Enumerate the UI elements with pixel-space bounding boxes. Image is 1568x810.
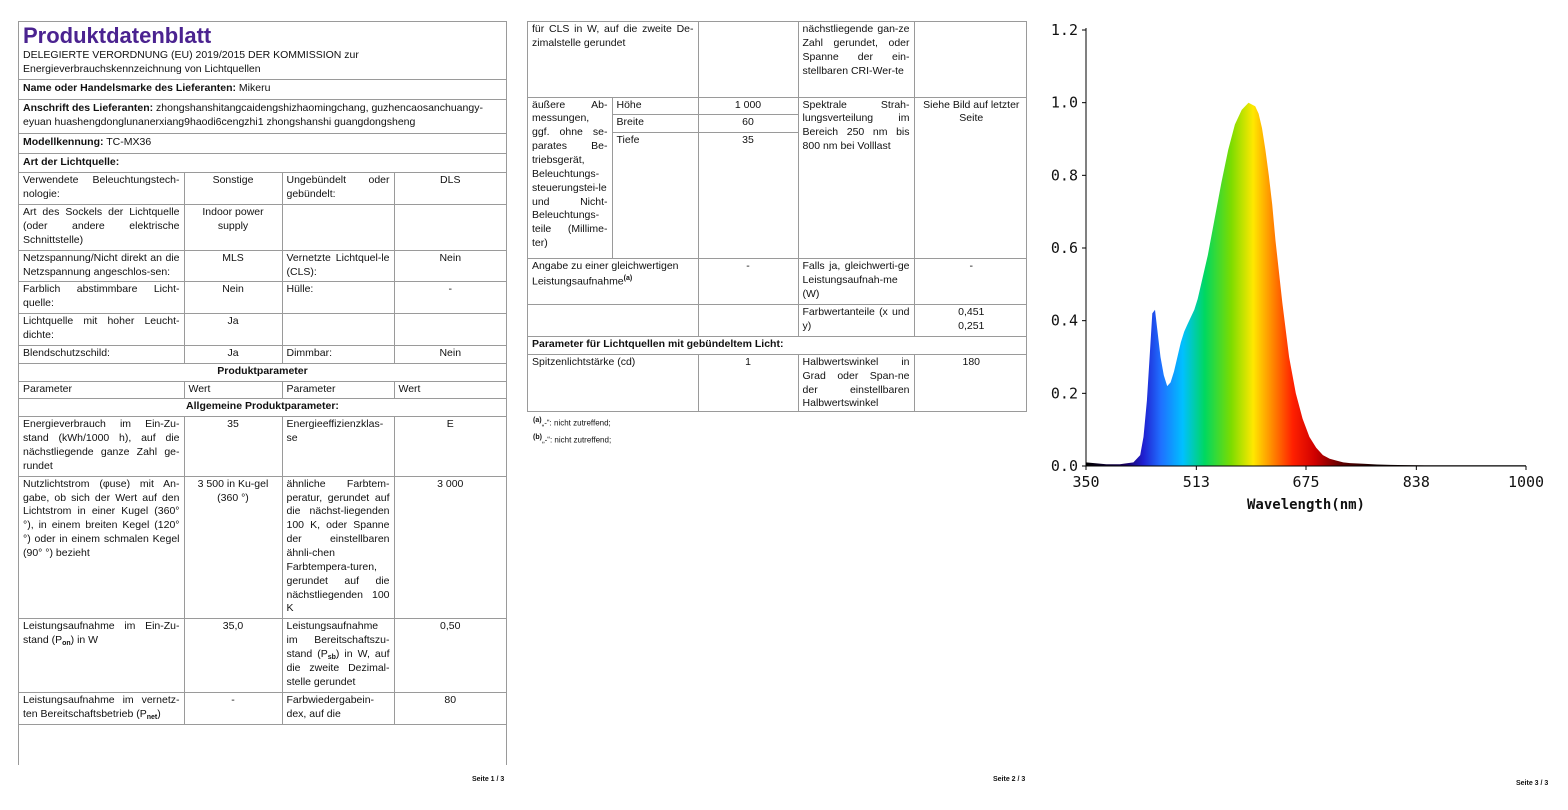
cell-dimmable-value: Nein (394, 345, 506, 363)
address-value: zhongshanshitangcaidengshizhaomingchang, guzhencaosanchuangy-eyuan huashengdonglunanerxiang9haodi6cengzhi1 zhongshanshi guangdongsheng (23, 101, 483, 128)
table-row (19, 250, 506, 282)
y-tick-label: 1.2 (1050, 21, 1078, 39)
pon-text: Leistungsaufnahme im Ein-Zu-stand (P (23, 620, 180, 647)
cell-cri-label-cont: nächstliegende gan-ze Zahl gerundet, oder Spanne der ein-stellbaren CRI-Wer-te (798, 22, 914, 97)
table-row (19, 282, 506, 314)
cell-cap-label: Art des Sockels der Lichtquelle (oder andere elektrische Schnittstelle) (19, 205, 184, 251)
cell-directional-value: DLS (394, 173, 506, 204)
cell-beam-value: 180 (914, 354, 1027, 412)
cell-peak-label: Spitzenlichtstärke (cd) (528, 354, 698, 412)
pon-tail: ) in W (70, 634, 99, 647)
psb-text: Leistungsaufnahme im Bereitschaftszu-stand (P (286, 620, 390, 661)
cell-energy-value: 35 (184, 417, 282, 476)
cell-empty (282, 314, 394, 346)
table-row (19, 619, 506, 693)
datasheet-table-page-1 (18, 21, 507, 765)
cell-envelope-label: Hülle: (282, 282, 394, 314)
column-header-row (19, 381, 506, 399)
cell-empty (282, 205, 394, 251)
equiv-sup: (a) (623, 275, 633, 283)
product-params-heading: Produktparameter (19, 363, 506, 381)
spectrum-area (1086, 103, 1526, 466)
equiv-text: Angabe zu einer gleichwertigen Leistungsaufnahme (532, 260, 679, 288)
pon-sub: on (62, 640, 71, 648)
footnote-a-mark: (a) (533, 417, 542, 424)
cell-technology-label: Verwendete Beleuchtungstech-nologie: (19, 173, 184, 204)
section-row (528, 336, 1027, 354)
x-tick-label: 675 (1292, 473, 1320, 491)
cell-cap-value: Indoor power supply (184, 205, 282, 251)
y-tick-label: 0.0 (1050, 457, 1078, 475)
cell-height-value: 1 000 (698, 97, 798, 115)
section-row (19, 399, 506, 417)
cell-hl-value: Ja (184, 314, 282, 346)
section-row (19, 363, 506, 381)
cell-chroma-value (914, 305, 1027, 337)
y-tick-label: 0.4 (1050, 311, 1078, 330)
cell-empty (394, 314, 506, 346)
cell-tunable-label: Farblich abstimmbare Licht-quelle: (19, 282, 184, 314)
x-tick-label: 513 (1182, 473, 1210, 491)
general-params-heading: Allgemeine Produktparameter: (19, 399, 506, 417)
table-row (19, 476, 506, 619)
cell-height-label: Höhe (612, 97, 698, 115)
light-source-table (19, 173, 506, 725)
cell-cls-label: Vernetzte Lichtquel-le (CLS): (282, 250, 394, 282)
supplier-row (19, 80, 506, 100)
page-3 (1040, 0, 1568, 810)
dimensions-table (528, 22, 1027, 412)
cell-empty (394, 205, 506, 251)
cell-width-value: 60 (698, 115, 798, 133)
cell-pon-value: 35,0 (184, 619, 282, 693)
cell-antiglare-value: Ja (184, 345, 282, 363)
address-row (19, 100, 506, 134)
directional-heading: Parameter für Lichtquellen mit gebündeltem Licht: (528, 336, 1027, 354)
col-header-value: Wert (184, 381, 282, 399)
x-axis-label: Wavelength(nm) (1246, 497, 1366, 513)
page-title: Produktdatenblatt (23, 23, 212, 48)
table-row (528, 259, 1027, 305)
table-row (528, 305, 1027, 337)
cell-peak-value: 1 (698, 354, 798, 412)
cell-energy-label: Energieverbrauch im Ein-Zu-stand (kWh/1000 h), auf die nächstliegende ganze Zahl ge-rundet (19, 417, 184, 476)
cell-pnet-value: - (184, 693, 282, 725)
regulation-text: DELEGIERTE VERORDNUNG (EU) 2019/2015 DER KOMMISSION zur Energieverbrauchskennzeichnung von Lichtquellen (23, 49, 359, 76)
col-header-parameter: Parameter (19, 381, 184, 399)
cell-ifyes-value: - (914, 259, 1027, 305)
cell-empty (698, 22, 798, 97)
col-header-value: Wert (394, 381, 506, 399)
cell-envelope-value: - (394, 282, 506, 314)
table-row (19, 345, 506, 363)
title-block (19, 22, 506, 80)
cell-equiv-label (528, 259, 698, 305)
spectrum-chart (1040, 0, 1568, 540)
address-label: Anschrift des Lieferanten: (23, 101, 154, 114)
cell-dimensions-label: äußere Ab-messungen, ggf. ohne se-parates Be-triebsgerät, Beleuchtungs-steuerungstei-le und Nicht-Beleuchtungs-teile (Millime-ter) (528, 97, 612, 259)
table-row (528, 22, 1027, 97)
cell-cls-standby-label: für CLS in W, auf die zweite De-zimalstelle gerundet (528, 22, 698, 97)
cell-class-label: Energieeffizienzklas-se (282, 417, 394, 476)
pnet-text: Leistungsaufnahme im vernetz-ten Bereitschaftsbetrieb (P (23, 694, 180, 720)
page-number: Seite 2 / 3 (993, 775, 1026, 783)
cell-hl-label: Lichtquelle mit hoher Leucht-dichte: (19, 314, 184, 346)
cell-psb-label (282, 619, 394, 693)
footnote-a (533, 414, 611, 431)
cell-width-label: Breite (612, 115, 698, 133)
footnote-b-text: „-“: nicht zutreffend; (541, 435, 612, 445)
footnote-a-text: „-“: nicht zutreffend; (541, 418, 611, 428)
cell-flux-value: 3 500 in Ku-gel (360 °) (184, 476, 282, 619)
psb-tail: ) in W, auf die zweite Dezimal-stelle gerundet (286, 648, 390, 689)
cell-equiv-value: - (698, 259, 798, 305)
x-tick-label: 838 (1402, 473, 1430, 491)
table-row (19, 693, 506, 725)
table-row (528, 97, 1027, 115)
x-tick-label: 350 (1072, 473, 1100, 491)
y-tick-label: 1.0 (1050, 93, 1078, 112)
table-row (19, 417, 506, 476)
cell-pnet-label (19, 693, 184, 725)
model-row (19, 134, 506, 154)
cell-antiglare-label: Blendschutzschild: (19, 345, 184, 363)
cell-mains-value: MLS (184, 250, 282, 282)
cell-class-value: E (394, 417, 506, 476)
cell-cls-value: Nein (394, 250, 506, 282)
cell-chroma-label: Farbwertanteile (x und y) (798, 305, 914, 337)
cell-depth-value: 35 (698, 133, 798, 259)
cell-mains-label: Netzspannung/Nicht direkt an die Netzspannung angeschlos-sen: (19, 250, 184, 282)
pnet-sub: net (146, 713, 158, 721)
page-number: Seite 3 / 3 (1516, 779, 1549, 787)
cell-ifyes-label: Falls ja, gleichwerti-ge Leistungsaufnah-me (W) (798, 259, 914, 305)
cell-cri-label: Farbwiedergabein-dex, auf die (282, 693, 394, 725)
cell-empty (698, 305, 798, 337)
table-row (19, 205, 506, 251)
y-tick-label: 0.8 (1050, 166, 1078, 185)
page-1 (0, 0, 525, 810)
psb-sub: sb (327, 654, 336, 662)
supplier-label: Name oder Handelsmarke des Lieferanten: (23, 82, 236, 95)
cell-beam-label: Halbwertswinkel in Grad oder Span-ne der einstellbaren Halbwertswinkel (798, 354, 914, 412)
chroma-y: 0,251 (958, 320, 985, 333)
cell-dimmable-label: Dimmbar: (282, 345, 394, 363)
cell-empty (914, 22, 1027, 97)
supplier-value: Mikeru (238, 82, 271, 95)
model-value: TC-MX36 (106, 135, 152, 148)
page-2 (525, 0, 1040, 810)
cell-spectral-value: Siehe Bild auf letzter Seite (914, 97, 1027, 259)
chroma-x: 0,451 (958, 306, 985, 319)
table-row (528, 354, 1027, 412)
cell-tunable-value: Nein (184, 282, 282, 314)
col-header-parameter: Parameter (282, 381, 394, 399)
plot-area (1051, 21, 1544, 513)
cell-pon-label (19, 619, 184, 693)
cell-spectral-label: Spektrale Strah-lungsverteilung im Bereich 250 nm bis 800 nm bei Volllast (798, 97, 914, 259)
table-row (19, 314, 506, 346)
footnote-b (533, 431, 611, 448)
x-tick-label: 1000 (1507, 473, 1545, 491)
cell-cct-label: ähnliche Farbtem-peratur, gerundet auf die nächst-liegenden 100 K, oder Spanne der einstellbaren ähnli-chen Farbtempera-turen, gerundet auf die nächstliegenden 100 K (282, 476, 394, 619)
type-heading (19, 154, 506, 174)
datasheet-table-page-2 (527, 21, 1027, 412)
table-row (19, 173, 506, 204)
y-tick-label: 0.2 (1050, 384, 1078, 403)
cell-technology-value: Sonstige (184, 173, 282, 204)
footnotes (533, 414, 611, 448)
cell-directional-label: Ungebündelt oder gebündelt: (282, 173, 394, 204)
y-tick-label: 0.6 (1050, 239, 1078, 257)
type-heading-text: Art der Lichtquelle: (23, 155, 120, 168)
cell-psb-value: 0,50 (394, 619, 506, 693)
cell-cri-value: 80 (394, 693, 506, 725)
page-number: Seite 1 / 3 (472, 775, 505, 783)
cell-depth-label: Tiefe (612, 133, 698, 259)
cell-empty (528, 305, 698, 337)
footnote-b-mark: (b) (533, 433, 542, 441)
model-label: Modellkennung: (23, 135, 104, 148)
pnet-tail: ) (157, 707, 161, 720)
cell-cct-value: 3 000 (394, 476, 506, 619)
cell-flux-label: Nutzlichtstrom (φuse) mit An-gabe, ob sich der Wert auf den Lichtstrom in einer Kugel (360° °), in einem breiten Kegel (120° °) oder in einem schmalen Kegel (90° °) bezieht (19, 476, 184, 619)
